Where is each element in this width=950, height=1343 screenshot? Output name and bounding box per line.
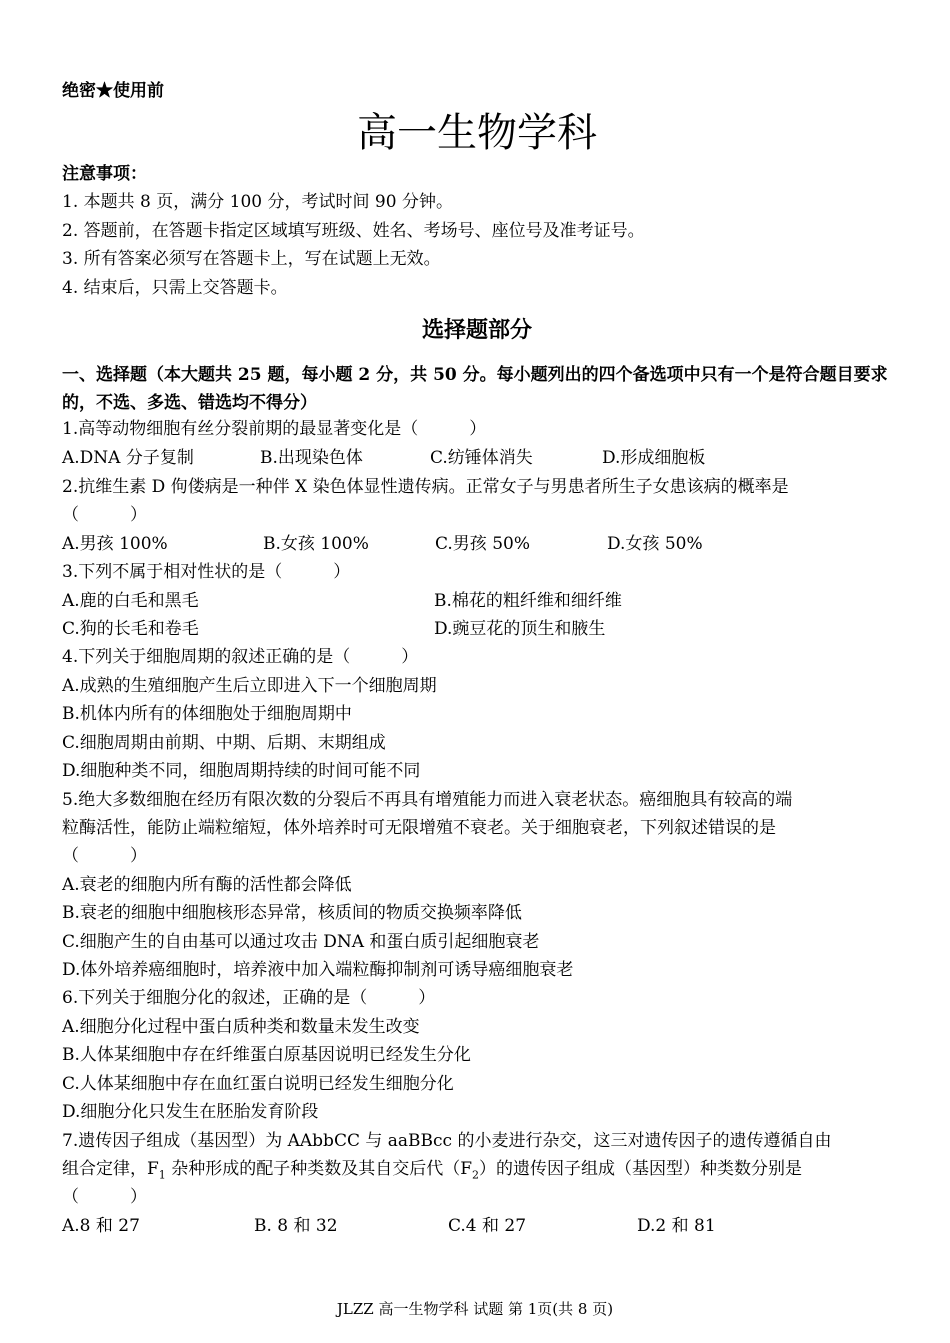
- question-stem: 6.下列关于细胞分化的叙述，正确的是（ ）: [62, 988, 436, 1008]
- answer-blank: （ ）: [62, 505, 147, 525]
- option-d: D.2 和 81: [637, 1216, 716, 1236]
- option-d: D.细胞种类不同，细胞周期持续的时间可能不同: [62, 761, 421, 781]
- option-b: B.人体某细胞中存在纤维蛋白原基因说明已经发生分化: [62, 1045, 471, 1065]
- question-stem: 2.抗维生素 D 佝偻病是一种伴 X 染色体显性遗传病。正常女子与男患者所生子女患该病的概率是: [62, 477, 789, 497]
- option-b: B. 8 和 32: [254, 1216, 338, 1236]
- page-title: 高一生物学科: [357, 110, 597, 156]
- option-a: A.DNA 分子复制: [62, 448, 194, 468]
- question-stem: 5.绝大多数细胞在经历有限次数的分裂后不再具有增殖能力而进入衰老状态。癌细胞具有较高的端: [62, 790, 793, 810]
- question-stem: 1.高等动物细胞有丝分裂前期的最显著变化是（ ）: [62, 419, 487, 439]
- answer-blank: （ ）: [62, 1187, 147, 1207]
- answer-blank: （ ）: [62, 846, 147, 866]
- option-d: D.形成细胞板: [602, 448, 706, 468]
- option-b: B.出现染色体: [260, 448, 363, 468]
- notice-heading: 注意事项：: [62, 164, 147, 184]
- part-heading: 一、选择题（本大题共 25 题，每小题 2 分，共 50 分。每小题列出的四个备选项中只有一个是符合题目要求的，不选、多选、错选均不得分）: [62, 365, 888, 413]
- option-d: D.豌豆花的顶生和腋生: [434, 619, 606, 639]
- option-d: D.女孩 50%: [607, 534, 703, 554]
- option-b: B.女孩 100%: [263, 534, 369, 554]
- option-b: B.棉花的粗纤维和细纤维: [434, 591, 622, 611]
- notice-item: 2. 答题前，在答题卡指定区域填写班级、姓名、考场号、座位号及准考证号。: [62, 221, 645, 241]
- confidential-label: 绝密★使用前: [62, 81, 164, 101]
- question-stem: 组合定律，$F_1$ 杂种形成的配子种类数及其自交后代$(F_2)$的遗传因子组成（基因型）种类数分别是: [62, 1159, 802, 1182]
- page-footer: JLZZ 高一生物学科 试题 第 1页(共 8 页): [336, 1300, 614, 1318]
- option-c: C.人体某细胞中存在血红蛋白说明已经发生细胞分化: [62, 1074, 454, 1094]
- notice-item: 4. 结束后，只需上交答题卡。: [62, 278, 288, 298]
- option-c: C.4 和 27: [448, 1216, 527, 1236]
- option-c: C.细胞周期由前期、中期、后期、末期组成: [62, 733, 386, 753]
- question-stem: 粒酶活性，能防止端粒缩短，体外培养时可无限增殖不衰老。关于细胞衰老，下列叙述错误的是: [62, 818, 776, 838]
- option-d: D.细胞分化只发生在胚胎发育阶段: [62, 1102, 319, 1122]
- option-d: D.体外培养癌细胞时，培养液中加入端粒酶抑制剂可诱导癌细胞衰老: [62, 960, 574, 980]
- question-stem: 4.下列关于细胞周期的叙述正确的是（ ）: [62, 647, 419, 667]
- option-a: A.衰老的细胞内所有酶的活性都会降低: [62, 875, 352, 895]
- option-a: A.成熟的生殖细胞产生后立即进入下一个细胞周期: [62, 676, 437, 696]
- question-stem: 3.下列不属于相对性状的是（ ）: [62, 562, 351, 582]
- option-b: B.机体内所有的体细胞处于细胞周期中: [62, 704, 352, 724]
- option-c: C.男孩 50%: [435, 534, 530, 554]
- option-c: C.狗的长毛和卷毛: [62, 619, 199, 639]
- question-stem: 7.遗传因子组成（基因型）为 AAbbCC 与 aaBBcc 的小麦进行杂交，这三对遗传因子的遗传遵循自由: [62, 1131, 832, 1151]
- section-title: 选择题部分: [421, 317, 532, 343]
- option-a: A.细胞分化过程中蛋白质种类和数量未发生改变: [62, 1017, 420, 1037]
- option-c: C.纺锤体消失: [430, 448, 533, 468]
- option-a: A.男孩 100%: [62, 534, 168, 554]
- option-c: C.细胞产生的自由基可以通过攻击 DNA 和蛋白质引起细胞衰老: [62, 932, 540, 952]
- option-b: B.衰老的细胞中细胞核形态异常，核质间的物质交换频率降低: [62, 903, 522, 923]
- notice-item: 3. 所有答案必须写在答题卡上，写在试题上无效。: [62, 249, 441, 269]
- option-a: A.8 和 27: [62, 1216, 140, 1236]
- option-a: A.鹿的白毛和黑毛: [62, 591, 199, 611]
- notice-item: 1. 本题共 8 页，满分 100 分，考试时间 90 分钟。: [62, 192, 453, 212]
